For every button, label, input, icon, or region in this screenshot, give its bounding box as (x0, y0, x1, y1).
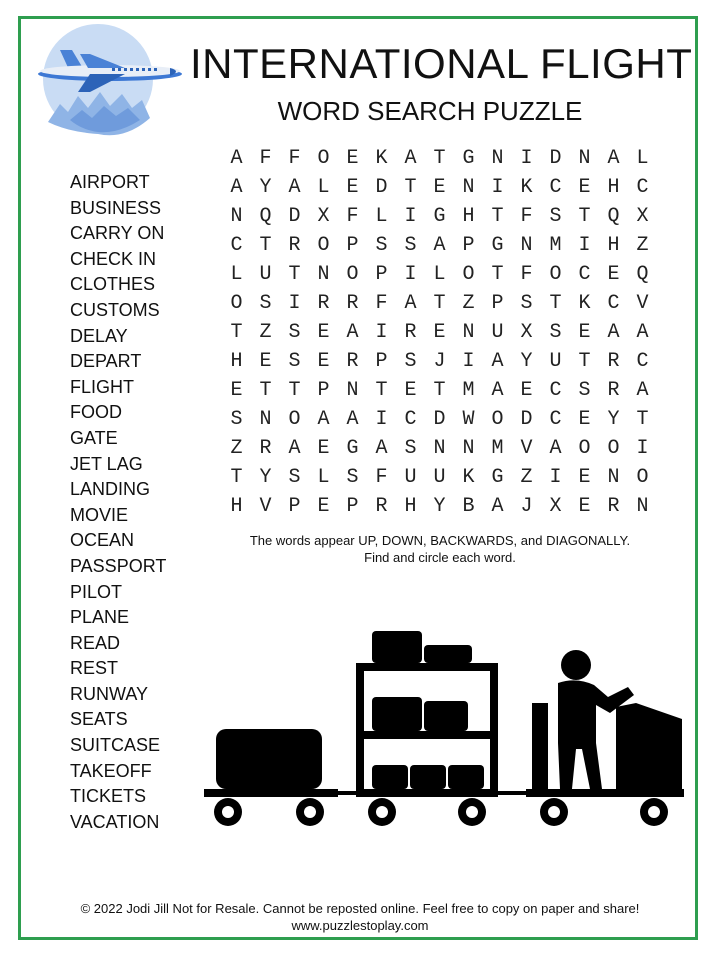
grid-letter[interactable]: Y (259, 176, 272, 199)
grid-letter[interactable]: H (462, 205, 475, 228)
grid-letter[interactable]: A (607, 321, 620, 344)
grid-letter[interactable]: P (375, 350, 388, 373)
grid-letter[interactable]: A (404, 147, 417, 170)
word-list-item: FOOD (70, 402, 122, 423)
word-list-item: CARRY ON (70, 223, 165, 244)
grid-letter[interactable]: S (549, 321, 562, 344)
grid-letter[interactable]: T (578, 205, 591, 228)
grid-letter[interactable]: S (230, 408, 243, 431)
grid-letter[interactable]: A (491, 379, 504, 402)
grid-letter[interactable]: A (230, 147, 243, 170)
grid-letter[interactable]: C (578, 263, 591, 286)
grid-letter[interactable]: M (549, 234, 562, 257)
grid-letter[interactable]: O (317, 147, 330, 170)
grid-letter[interactable]: X (317, 205, 330, 228)
grid-letter[interactable]: M (462, 379, 475, 402)
grid-letter[interactable]: I (578, 234, 591, 257)
grid-letter[interactable]: A (317, 408, 330, 431)
grid-letter[interactable]: F (375, 466, 388, 489)
grid-letter[interactable]: A (346, 321, 359, 344)
grid-letter[interactable]: P (462, 234, 475, 257)
grid-letter[interactable]: Y (259, 466, 272, 489)
grid-letter[interactable]: O (288, 408, 301, 431)
grid-letter[interactable]: Z (520, 466, 533, 489)
grid-letter[interactable]: G (433, 205, 446, 228)
word-list-item: MOVIE (70, 504, 129, 525)
grid-letter[interactable]: C (636, 176, 649, 199)
grid-letter[interactable]: A (375, 437, 388, 460)
grid-letter[interactable]: I (462, 350, 475, 373)
grid-row (222, 144, 657, 173)
grid-letter[interactable]: E (259, 350, 272, 373)
grid-letter[interactable]: C (549, 176, 562, 199)
grid-letter[interactable]: D (549, 147, 562, 170)
grid-letter[interactable]: R (288, 234, 301, 257)
grid-letter[interactable]: A (404, 292, 417, 315)
grid-letter[interactable]: A (491, 495, 504, 518)
website-link[interactable]: www.puzzlestoplay.com (291, 918, 429, 933)
grid-letter[interactable]: L (317, 466, 330, 489)
word-list-item: PASSPORT (70, 555, 167, 576)
grid-letter[interactable]: O (578, 437, 591, 460)
grid-letter[interactable]: S (346, 466, 359, 489)
grid-row (222, 202, 657, 231)
grid-letter[interactable]: B (462, 495, 475, 518)
grid-letter[interactable]: T (375, 379, 388, 402)
grid-letter[interactable]: Y (520, 350, 533, 373)
grid-letter[interactable]: I (375, 408, 388, 431)
grid-letter[interactable]: R (607, 350, 620, 373)
grid-letter[interactable]: H (607, 234, 620, 257)
grid-letter[interactable]: G (346, 437, 359, 460)
grid-letter[interactable]: H (404, 495, 417, 518)
page-title: INTERNATIONAL FLIGHT (190, 40, 693, 87)
grid-letter[interactable]: X (520, 321, 533, 344)
grid-letter[interactable]: T (578, 350, 591, 373)
instructions-line-1: The words appear UP, DOWN, BACKWARDS, and DIAGONALLY. (249, 533, 631, 548)
grid-letter[interactable]: F (520, 263, 533, 286)
airport-baggage-cart-icon (196, 625, 686, 840)
grid-letter[interactable]: T (433, 292, 446, 315)
grid-letter[interactable]: T (288, 263, 301, 286)
grid-letter[interactable]: S (288, 321, 301, 344)
word-list-item: SEATS (70, 709, 128, 730)
grid-letter[interactable]: K (462, 466, 475, 489)
grid-letter[interactable]: K (375, 147, 388, 170)
grid-letter[interactable]: D (288, 205, 301, 228)
word-list-item: SUITCASE (70, 735, 161, 756)
grid-letter[interactable]: N (462, 437, 475, 460)
grid-row (222, 289, 657, 318)
instructions-line-2: Find and circle each word. (364, 550, 516, 565)
word-list-item: PILOT (70, 581, 123, 602)
word-list-item: DEPART (70, 351, 142, 372)
grid-letter[interactable]: F (375, 292, 388, 315)
grid-row (222, 318, 657, 347)
grid-letter[interactable]: T (259, 234, 272, 257)
grid-letter[interactable]: E (433, 321, 446, 344)
word-list (70, 170, 166, 835)
grid-letter[interactable]: L (433, 263, 446, 286)
grid-letter[interactable]: F (288, 147, 301, 170)
grid-letter[interactable]: G (491, 234, 504, 257)
grid-letter[interactable]: E (317, 437, 330, 460)
word-list-item: TAKEOFF (70, 760, 152, 781)
grid-letter[interactable]: G (491, 466, 504, 489)
grid-letter[interactable]: T (549, 292, 562, 315)
grid-letter[interactable]: E (607, 263, 620, 286)
grid-letter[interactable]: N (433, 437, 446, 460)
grid-letter[interactable]: E (433, 176, 446, 199)
grid-letter[interactable]: D (375, 176, 388, 199)
grid-letter[interactable]: C (404, 408, 417, 431)
grid-letter[interactable]: S (288, 466, 301, 489)
grid-letter[interactable]: I (375, 321, 388, 344)
grid-letter[interactable]: E (346, 147, 359, 170)
grid-letter[interactable]: Z (259, 321, 272, 344)
grid-letter[interactable]: O (607, 437, 620, 460)
grid-letter[interactable]: E (578, 495, 591, 518)
grid-letter[interactable]: W (462, 408, 475, 431)
copyright-notice: © 2022 Jodi Jill Not for Resale. Cannot be reposted online. Feel free to copy on paper and share! (80, 901, 640, 916)
airplane-logo-icon (30, 22, 190, 137)
grid-letter[interactable]: K (578, 292, 591, 315)
grid-letter[interactable]: P (346, 234, 359, 257)
grid-letter[interactable]: O (636, 466, 649, 489)
grid-letter[interactable]: E (404, 379, 417, 402)
grid-letter[interactable]: N (520, 234, 533, 257)
grid-letter[interactable]: E (230, 379, 243, 402)
grid-letter[interactable]: R (346, 292, 359, 315)
word-list-item: OCEAN (70, 530, 135, 551)
grid-letter[interactable]: X (549, 495, 562, 518)
letter-grid (222, 144, 657, 521)
grid-letter[interactable]: A (636, 321, 649, 344)
grid-letter[interactable]: V (259, 495, 272, 518)
word-list-item: FLIGHT (70, 376, 135, 397)
grid-letter[interactable]: A (230, 176, 243, 199)
grid-letter[interactable]: D (433, 408, 446, 431)
grid-letter[interactable]: L (230, 263, 243, 286)
grid-letter[interactable]: A (288, 437, 301, 460)
grid-letter[interactable]: H (230, 495, 243, 518)
grid-letter[interactable]: I (491, 176, 504, 199)
grid-letter[interactable]: R (404, 321, 417, 344)
grid-letter[interactable]: L (317, 176, 330, 199)
grid-letter[interactable]: Z (462, 292, 475, 315)
grid-letter[interactable]: F (259, 147, 272, 170)
grid-letter[interactable]: H (230, 350, 243, 373)
grid-letter[interactable]: N (230, 205, 243, 228)
grid-letter[interactable]: A (288, 176, 301, 199)
grid-letter[interactable]: T (636, 408, 649, 431)
grid-row (222, 347, 657, 376)
grid-letter[interactable]: H (607, 176, 620, 199)
grid-letter[interactable]: S (288, 350, 301, 373)
grid-letter[interactable]: E (520, 379, 533, 402)
page-subtitle: WORD SEARCH PUZZLE (277, 96, 583, 126)
grid-letter[interactable]: Z (230, 437, 243, 460)
grid-letter[interactable]: C (549, 379, 562, 402)
grid-letter[interactable]: I (520, 147, 533, 170)
grid-letter[interactable]: S (520, 292, 533, 315)
grid-letter[interactable]: Y (607, 408, 620, 431)
grid-letter[interactable]: R (317, 292, 330, 315)
grid-letter[interactable]: T (433, 147, 446, 170)
grid-letter[interactable]: E (578, 466, 591, 489)
grid-row (222, 260, 657, 289)
grid-row (222, 173, 657, 202)
grid-letter[interactable]: U (259, 263, 272, 286)
grid-letter[interactable]: T (433, 379, 446, 402)
word-list-item: LANDING (70, 479, 151, 500)
word-list-item: DELAY (70, 325, 128, 346)
word-list-item: TICKETS (70, 786, 147, 807)
word-list-item: JET LAG (70, 453, 143, 474)
grid-letter[interactable]: O (549, 263, 562, 286)
grid-letter[interactable]: A (491, 350, 504, 373)
grid-letter[interactable]: P (317, 379, 330, 402)
grid-letter[interactable]: O (346, 263, 359, 286)
grid-letter[interactable]: I (636, 437, 649, 460)
grid-letter[interactable]: S (404, 350, 417, 373)
grid-letter[interactable]: C (607, 292, 620, 315)
grid-letter[interactable]: N (578, 147, 591, 170)
grid-letter[interactable]: T (404, 176, 417, 199)
word-list-item: REST (70, 658, 119, 679)
grid-letter[interactable]: L (636, 147, 649, 170)
grid-letter[interactable]: S (375, 234, 388, 257)
word-list-item: READ (70, 632, 121, 653)
grid-letter[interactable]: S (404, 234, 417, 257)
grid-letter[interactable]: P (491, 292, 504, 315)
grid-letter[interactable]: S (578, 379, 591, 402)
grid-letter[interactable]: T (230, 466, 243, 489)
grid-letter[interactable]: F (346, 205, 359, 228)
word-list-item: CUSTOMS (70, 299, 160, 320)
grid-letter[interactable]: J (520, 495, 533, 518)
grid-letter[interactable]: O (317, 234, 330, 257)
grid-letter[interactable]: O (491, 408, 504, 431)
grid-letter[interactable]: X (636, 205, 649, 228)
grid-letter[interactable]: R (607, 379, 620, 402)
grid-letter[interactable]: N (462, 176, 475, 199)
grid-letter[interactable]: T (491, 263, 504, 286)
word-list-item: PLANE (70, 607, 130, 628)
grid-letter[interactable]: J (433, 350, 446, 373)
grid-letter[interactable]: N (259, 408, 272, 431)
word-list-item: VACATION (70, 811, 160, 832)
grid-letter[interactable]: E (317, 495, 330, 518)
grid-letter[interactable]: Q (636, 263, 649, 286)
grid-letter[interactable]: P (346, 495, 359, 518)
grid-letter[interactable]: V (636, 292, 649, 315)
grid-letter[interactable]: C (230, 234, 243, 257)
grid-letter[interactable]: C (636, 350, 649, 373)
grid-row (222, 463, 657, 492)
grid-letter[interactable]: A (607, 147, 620, 170)
grid-letter[interactable]: I (404, 205, 417, 228)
grid-letter[interactable]: R (375, 495, 388, 518)
grid-letter[interactable]: E (578, 408, 591, 431)
grid-letter[interactable]: E (317, 350, 330, 373)
grid-letter[interactable]: Q (607, 205, 620, 228)
word-list-item: CLOTHES (70, 274, 156, 295)
instructions (200, 532, 680, 566)
word-list-item: AIRPORT (70, 172, 150, 192)
word-list-item: CHECK IN (70, 248, 157, 269)
grid-letter[interactable]: A (346, 408, 359, 431)
grid-letter[interactable]: E (578, 176, 591, 199)
word-list-item: RUNWAY (70, 683, 148, 704)
grid-letter[interactable]: N (636, 495, 649, 518)
grid-row (222, 376, 657, 405)
grid-letter[interactable]: Z (636, 234, 649, 257)
grid-letter[interactable]: K (520, 176, 533, 199)
grid-letter[interactable]: Y (433, 495, 446, 518)
grid-letter[interactable]: T (259, 379, 272, 402)
grid-letter[interactable]: O (462, 263, 475, 286)
grid-letter[interactable]: U (491, 321, 504, 344)
word-list-item: GATE (70, 427, 118, 448)
grid-row (222, 231, 657, 260)
grid-letter[interactable]: A (433, 234, 446, 257)
grid-letter[interactable]: P (375, 263, 388, 286)
grid-letter[interactable]: T (288, 379, 301, 402)
grid-letter[interactable]: U (404, 466, 417, 489)
grid-letter[interactable]: T (491, 205, 504, 228)
grid-letter[interactable]: A (636, 379, 649, 402)
grid-letter[interactable]: E (346, 176, 359, 199)
grid-letter[interactable]: T (230, 321, 243, 344)
grid-letter[interactable]: N (462, 321, 475, 344)
grid-letter[interactable]: R (346, 350, 359, 373)
grid-letter[interactable]: E (317, 321, 330, 344)
grid-letter[interactable]: I (549, 466, 562, 489)
grid-letter[interactable]: N (346, 379, 359, 402)
grid-letter[interactable]: L (375, 205, 388, 228)
grid-letter[interactable]: N (491, 147, 504, 170)
grid-row (222, 492, 657, 521)
grid-letter[interactable]: S (404, 437, 417, 460)
grid-letter[interactable]: I (404, 263, 417, 286)
grid-letter[interactable]: F (520, 205, 533, 228)
grid-letter[interactable]: U (549, 350, 562, 373)
grid-letter[interactable]: I (288, 292, 301, 315)
grid-letter[interactable]: R (607, 495, 620, 518)
grid-letter[interactable]: U (433, 466, 446, 489)
grid-row (222, 434, 657, 463)
grid-letter[interactable]: C (549, 408, 562, 431)
grid-letter[interactable]: R (259, 437, 272, 460)
grid-letter[interactable]: S (259, 292, 272, 315)
grid-letter[interactable]: S (549, 205, 562, 228)
grid-row (222, 405, 657, 434)
grid-letter[interactable]: D (520, 408, 533, 431)
grid-letter[interactable]: M (491, 437, 504, 460)
grid-letter[interactable]: N (607, 466, 620, 489)
grid-letter[interactable]: G (462, 147, 475, 170)
grid-letter[interactable]: O (230, 292, 243, 315)
grid-letter[interactable]: V (520, 437, 533, 460)
grid-letter[interactable]: N (317, 263, 330, 286)
grid-letter[interactable]: Q (259, 205, 272, 228)
grid-letter[interactable]: E (578, 321, 591, 344)
grid-letter[interactable]: P (288, 495, 301, 518)
grid-letter[interactable]: A (549, 437, 562, 460)
footer (20, 900, 700, 934)
word-list-item: BUSINESS (70, 197, 162, 218)
